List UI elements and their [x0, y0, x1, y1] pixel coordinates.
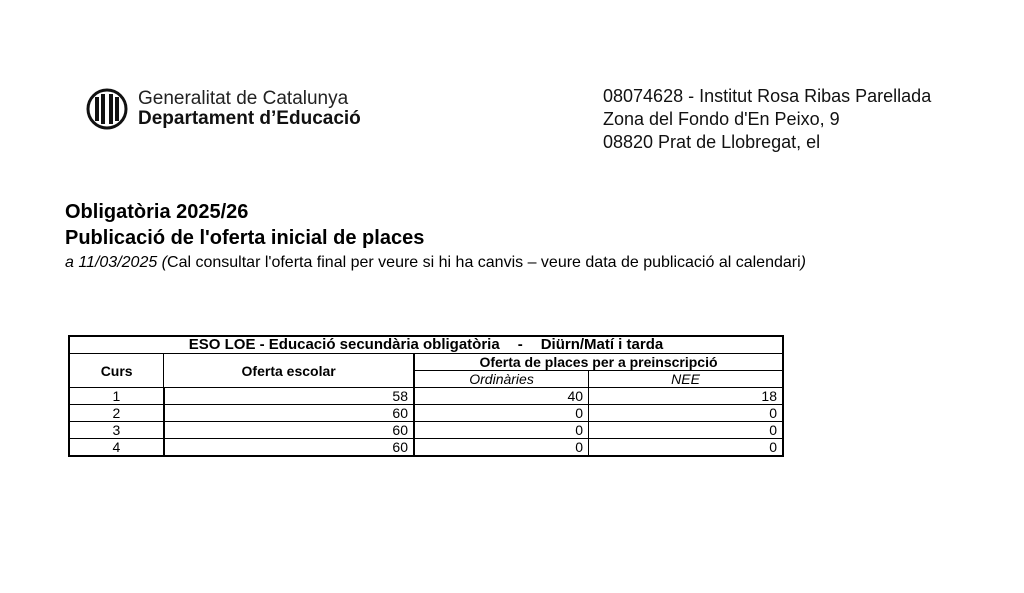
table-row	[69, 439, 783, 457]
logo-line-departament: Departament d’Educació	[138, 108, 361, 129]
generalitat-emblem-icon	[86, 88, 128, 130]
cell-curs: 4	[69, 439, 164, 457]
cell-curs: 2	[69, 405, 164, 422]
column-header-curs: Curs	[69, 354, 164, 388]
publication-note-text: Cal consultar l'oferta final per veure si hi ha canvis – veure data de publicació al calendari	[167, 254, 801, 271]
table-title-separator: -	[517, 336, 523, 353]
publication-date: a 11/03/2025 (	[65, 254, 168, 271]
cell-ordinaries: 0	[414, 439, 589, 457]
cell-nee: 18	[589, 388, 783, 405]
cell-nee: 0	[589, 405, 783, 422]
generalitat-logo	[86, 88, 361, 130]
cell-ordinaries: 0	[414, 405, 589, 422]
table-title	[69, 336, 783, 354]
table-title-row	[69, 336, 783, 354]
publication-note-close: )	[800, 254, 806, 271]
document-heading	[65, 199, 806, 274]
cell-nee: 0	[589, 439, 783, 457]
cell-oferta: 60	[164, 405, 414, 422]
cell-ordinaries: 0	[414, 422, 589, 439]
publication-note	[65, 252, 806, 274]
address-line-street: Zona del Fondo d'En Peixo, 9	[603, 109, 840, 129]
table-row	[69, 388, 783, 405]
school-address	[603, 85, 931, 154]
cell-curs: 3	[69, 422, 164, 439]
table-header-row	[69, 354, 783, 371]
document-subtitle: Publicació de l'oferta inicial de places	[65, 227, 425, 249]
table-row	[69, 422, 783, 439]
table-title-program: ESO LOE - Educació secundària obligatòria	[188, 336, 500, 353]
address-line-school: 08074628 - Institut Rosa Ribas Parellada	[603, 86, 932, 106]
table-title-schedule: Diürn/Matí i tarda	[540, 336, 664, 353]
cell-nee: 0	[589, 422, 783, 439]
address-line-city: 08820 Prat de Llobregat, el	[603, 132, 821, 152]
column-header-ordinaries: Ordinàries	[414, 371, 589, 388]
table-row	[69, 405, 783, 422]
logo-line-generalitat: Generalitat de Catalunya	[138, 88, 349, 109]
column-header-oferta-escolar: Oferta escolar	[164, 354, 414, 388]
column-header-nee: NEE	[589, 371, 783, 388]
cell-oferta: 58	[164, 388, 414, 405]
document-title: Obligatòria 2025/26	[65, 201, 249, 223]
cell-oferta: 60	[164, 439, 414, 457]
cell-oferta: 60	[164, 422, 414, 439]
column-header-preinscripcio: Oferta de places per a preinscripció	[414, 354, 783, 371]
cell-ordinaries: 40	[414, 388, 589, 405]
places-offer-table	[68, 335, 784, 457]
cell-curs: 1	[69, 388, 164, 405]
